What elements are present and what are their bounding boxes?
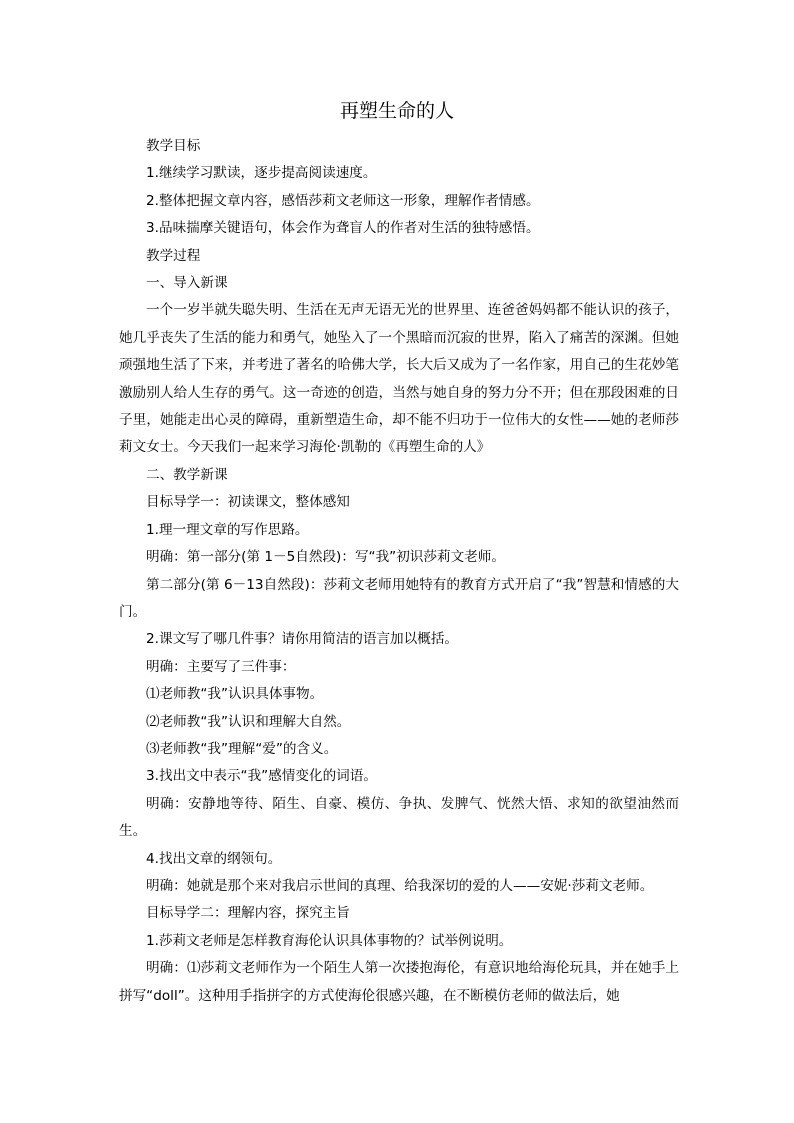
- section-heading: 二、教学新课: [146, 466, 228, 483]
- text-line: 明确：主要写了三件事：: [146, 658, 296, 675]
- page-title: 再塑生命的人: [339, 100, 454, 122]
- text-line: 3.品味揣摩关键语句，体会作为聋盲人的作者对生活的独特感悟。: [146, 220, 540, 237]
- text-line: ⑵老师教“我”认识和理解大自然。: [146, 713, 351, 730]
- paragraph: 一个一岁半就失聪失明、生活在无声无语无光的世界里、连爸爸妈妈都不能认识的孩子，她几乎丧失了生活的能力和勇气，她坠入了一个黑暗而沉寂的世界，陷入了痛苦的深渊。但她顽强地生活了下来，并考进了著名的哈佛大学，长大后又成为了一名作家，用自己的生花妙笔激励别人给人生存的勇气。这一奇迹的创造，当然与她自身的努力分不开；但在那段困难的日子里，她能走出心灵的障碍，重新塑造生命，却不能不归功于一位伟大的女性——她的老师莎莉文女士。今天我们一起来学习海伦·凯勒的《再塑生命的人》: [119, 302, 679, 456]
- paragraph: 明确：安静地等待、陌生、自豪、模仿、争执、发脾气、恍然大悟、求知的欲望油然而生。: [119, 795, 679, 840]
- text-line: 目标导学一：初读课文，整体感知: [146, 494, 350, 511]
- text-line: ⑴老师教“我”认识具体事物。: [146, 686, 324, 703]
- text-line: 4.找出文章的纲领句。: [146, 850, 282, 867]
- document-body: [119, 133, 679, 1010]
- text-line: 2.课文写了哪几件事？请你用简洁的语言加以概括。: [146, 631, 459, 648]
- paragraph: 第二部分(第 6－13自然段)：莎莉文老师用她特有的教育方式开启了“我”智慧和情感的大门。: [119, 576, 679, 620]
- text-line: 3.找出文中表示“我”感情变化的词语。: [146, 768, 377, 785]
- text-line: 教学目标: [146, 138, 201, 154]
- text-line: 1.继续学习默读，逐步提高阅读速度。: [146, 165, 377, 182]
- section-heading: 一、导入新课: [146, 275, 228, 292]
- text-line: 明确：第一部分(第 1－5自然段)：写“我”初识莎莉文老师。: [146, 549, 505, 566]
- text-line: 1.理一理文章的写作思路。: [146, 521, 309, 538]
- section-heading: 教学过程: [146, 247, 201, 264]
- text-line: 1.莎莉文老师是怎样教育海伦认识具体事物的？试举例说明。: [146, 932, 513, 949]
- text-line: 明确：她就是那个来对我启示世间的真理、给我深切的爱的人——安妮·莎莉文老师。: [146, 877, 654, 894]
- paragraph: 明确：⑴莎莉文老师作为一个陌生人第一次搂抱海伦，有意识地给海伦玩具，并在她手上拼写“doll”。这种用手指拼字的方式使海伦很感兴趣，在不断模仿老师的做法后，她: [119, 960, 679, 1004]
- text-line: 2.整体把握文章内容，感悟莎莉文老师这一形象，理解作者情感。: [146, 192, 540, 209]
- text-line: ⑶老师教“我”理解“爱”的含义。: [146, 740, 338, 757]
- text-line: 目标导学二：理解内容，探究主旨: [146, 905, 350, 922]
